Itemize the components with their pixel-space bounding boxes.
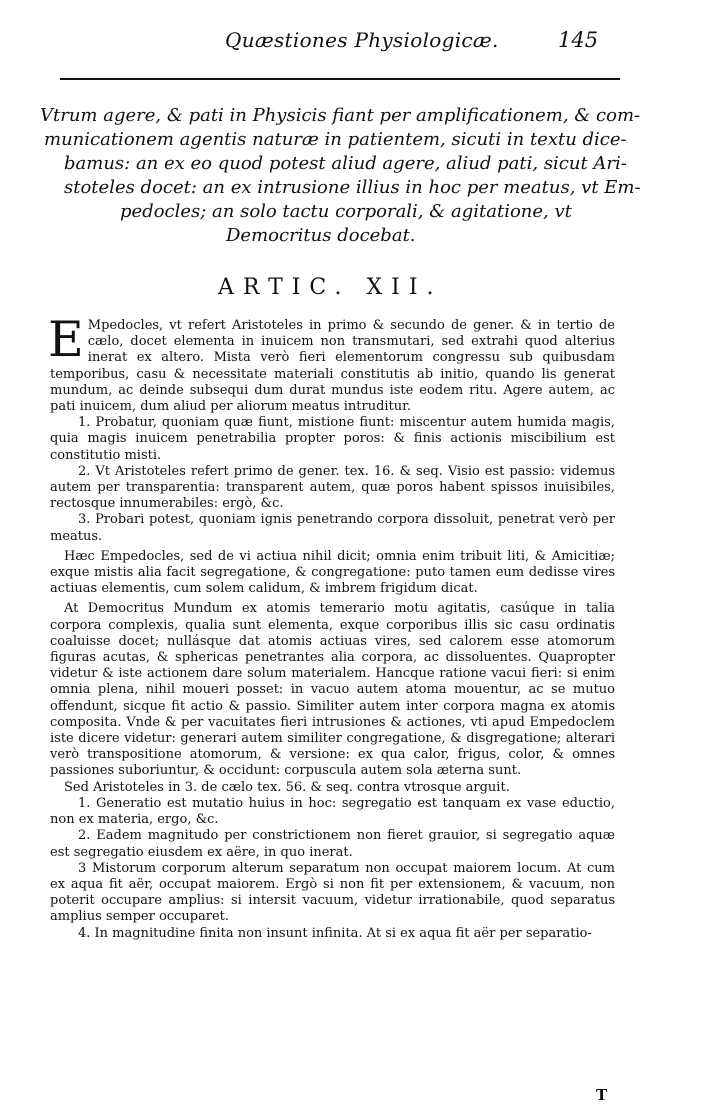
- heading-line: municationem agentis naturæ in patientem, sicuti in textu dice-: [44, 129, 627, 150]
- item-number: 1.: [78, 795, 91, 811]
- paragraph-text: Eadem magnitudo per constrictionem non fieret grauior, si segregatio aquæ est segregatio eiusdem ex aëre, in quo inerat.: [50, 828, 615, 860]
- signature-mark: T: [596, 1086, 608, 1104]
- paragraph: [50, 796, 615, 828]
- paragraph-text: Generatio est mutatio huius in hoc: segregatio est tanquam ex vase eductio, non ex materia, ergo, &c.: [50, 795, 615, 828]
- paragraph: [48, 311, 615, 415]
- paragraph: [50, 861, 615, 926]
- item-number: 1.: [78, 415, 91, 431]
- item-number: 4.: [78, 925, 91, 941]
- page-number: 145: [558, 28, 599, 52]
- paragraph: [50, 601, 615, 779]
- item-number: 2.: [78, 828, 91, 844]
- drop-capital: E: [48, 311, 84, 368]
- paragraph: [50, 415, 615, 464]
- item-number: 3.: [78, 512, 91, 528]
- heading-line: stoteles docet: an ex intrusione illius in hoc per meatus, vt Em-: [64, 177, 641, 198]
- paragraph: [50, 828, 615, 860]
- paragraph: [50, 464, 615, 513]
- paragraph: [50, 549, 615, 598]
- question-heading: [40, 104, 640, 248]
- paragraph: [50, 780, 615, 796]
- item-number: 3: [78, 860, 87, 876]
- item-number: 2.: [78, 463, 91, 479]
- paragraph: [50, 926, 615, 942]
- running-head: [60, 28, 620, 60]
- article-title: ARTIC. XII.: [218, 275, 443, 300]
- heading-line: Vtrum agere, & pati in Physicis fiant per amplificationem, & com-: [40, 105, 641, 126]
- paragraph-text: Hæc Empedocles, sed de vi actiua nihil dicit; omnia enim tribuit liti, & Amicitiæ; exque mistis alia facit segregatione, & congregatione: puto tamen eum dedisse vires actiuas elementis, cum solem calidum, & imbrem frigidum dicat.: [50, 548, 615, 597]
- paragraph-text: Vt Aristoteles refert primo de gener. tex. 16. & seq. Visio est passio: videmus autem per transparentia: transparent autem, quæ poros habent spissos inuisibiles, rectosque innumerabiles: ergò, &c.: [50, 463, 615, 512]
- paragraph: [50, 512, 615, 544]
- header-rule: [60, 78, 620, 80]
- paragraph-text: Probatur, quoniam quæ fiunt, mistione fiunt: miscentur autem humida magis, quia magis inuicem penetrabilia propter poros: & finis actionis miscibilium est constitutio misti.: [50, 415, 615, 463]
- paragraph-text: Mpedocles, vt refert Aristoteles in primo & secundo de gener. & in tertio de cælo, docet elementa in inuicem non transmutari, sed extrahi quod alterius inerat ex altero. Mista verò fieri elementorum congressu sub quibusdam temporibus, casu & necessitate materiali constitutis ab initio, quando lis generat mundum, ac deinde subsequi dum durat mundus iste eodem ritu. Agere autem, ac pati inuicem, dum aliud per aliorum meatus intruditur.: [50, 318, 615, 415]
- paragraph-text: Probari potest, quoniam ignis penetrando corpora dissoluit, penetrat verò per meatus.: [50, 512, 615, 544]
- heading-line: bamus: an ex eo quod potest aliud agere, aliud pati, sicut Ari-: [64, 153, 627, 174]
- body-text: [48, 311, 615, 942]
- paragraph-text: Mistorum corporum alterum separatum non occupat maiorem locum. At cum ex aqua fit aër, occupat maiorem. Ergò si non fit per extensionem, & vacuum, non poterit occupare amplius: si intersit vacuum, videtur irrationabile, quod separatus amplius semper occuparet.: [50, 860, 615, 925]
- running-head-title: Quæstiones Physiologicæ.: [225, 28, 499, 52]
- paragraph-text: Sed Aristoteles in 3. de cælo tex. 56. & seq. contra vtrosque arguit.: [64, 779, 510, 795]
- paragraph-text: In magnitudine finita non insunt infinita. At si ex aqua fit aër per separatio-: [94, 925, 592, 941]
- heading-line: pedocles; an solo tactu corporali, & agitatione, vt: [120, 201, 572, 222]
- paragraph-text: At Democritus Mundum ex atomis temerario motu agitatis, casúque in talia corpora complexis, qualia sunt elementa, exque corporibus illis sic casu ordinatis coaluisse docet; nullásque dat atomis actiuas vires, sed calorem esse atomorum figuras acutas, & sphericas penetrantes alia corpora, ac dissoluentes. Quapropter videtur & iste actionem dare solum materialem. Hancque ratione vacui fieri: si enim omnia plena, nihil moueri posset: in vacuo autem atoma mouentur, ac se mutuo offendunt, sicque fit actio & passio. Similiter autem inter corpora magna ex atomis composita. Vnde & per vacuitates fieri intrusiones & actiones, vti apud Empedoclem iste dicere videtur: generari autem similiter congregatione, & disgregatione; alterari verò transpositione atomorum, & versione: ex qua calor, frigus, color, & omnes passiones suboriuntur, & occidunt: corpuscula autem sola æterna sunt.: [50, 601, 615, 779]
- heading-line: Democritus docebat.: [226, 225, 416, 246]
